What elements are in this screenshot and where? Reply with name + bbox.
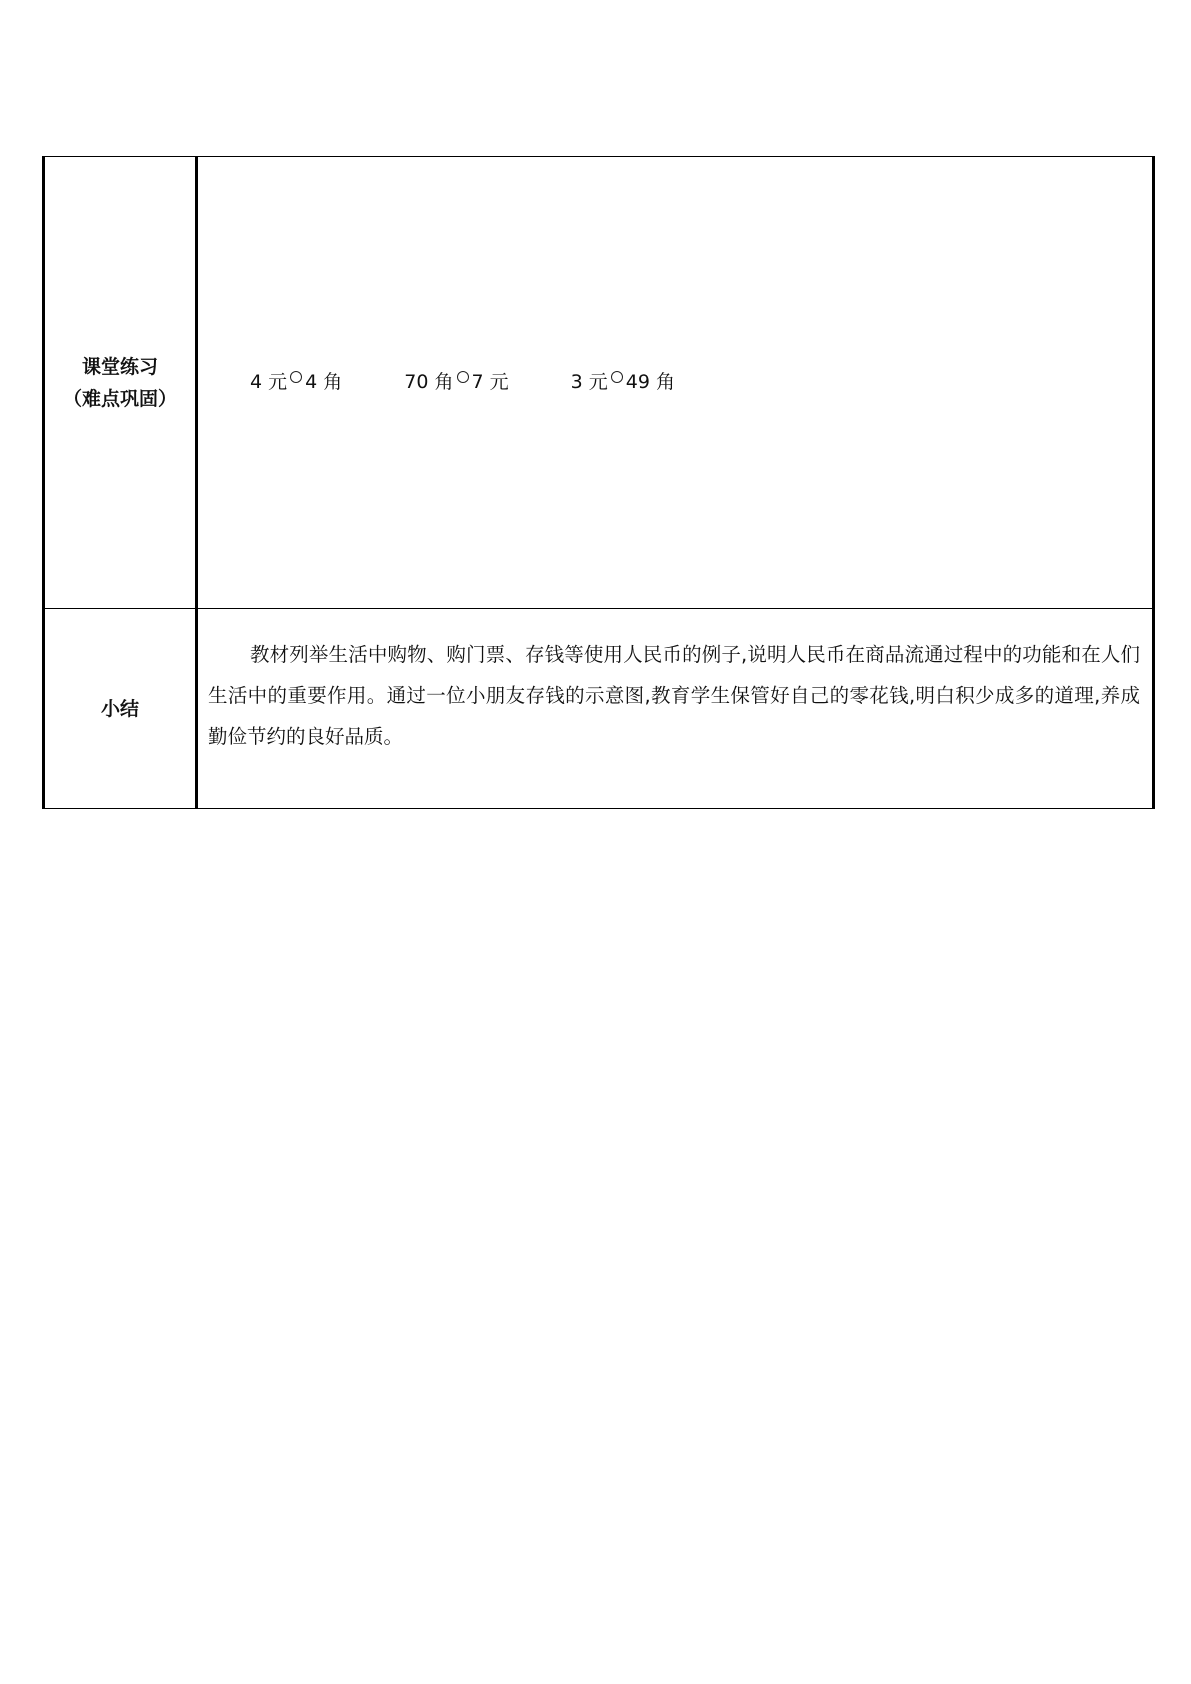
exercise-item: [404, 367, 508, 394]
summary-content-cell: [197, 609, 1154, 809]
exercise-right-value: 4 角: [305, 371, 343, 393]
exercise-list: [198, 367, 1152, 394]
exercise-right-value: 49 角: [625, 371, 675, 393]
summary-row: [44, 609, 1154, 809]
exercise-item: [571, 367, 675, 394]
lesson-plan-table: [42, 156, 1155, 809]
exercise-left-value: 3 元: [570, 371, 608, 393]
practice-label-cell: [44, 157, 197, 609]
summary-label: 小结: [100, 697, 139, 720]
exercise-left-value: 70 角: [404, 371, 454, 393]
summary-paragraph: 教材列举生活中购物、购门票、存钱等使用人民币的例子,说明人民币在商品流通过程中的功能和在人们生活中的重要作用。通过一位小朋友存钱的示意图,教育学生保管好自己的零花钱,明白积少成多的道理,养成勤俭节约的良好品质。: [208, 643, 1140, 748]
summary-label-cell: [44, 609, 197, 809]
practice-row: [44, 157, 1154, 609]
exercise-item: [250, 367, 342, 394]
practice-content-cell: [197, 157, 1154, 609]
compare-circle-icon: [457, 371, 469, 383]
exercise-left-value: 4 元: [250, 371, 288, 393]
compare-circle-icon: [611, 371, 623, 383]
exercise-right-value: 7 元: [471, 371, 509, 393]
practice-label-title: 课堂练习: [81, 355, 158, 378]
practice-label-subtitle: （难点巩固）: [62, 387, 177, 410]
compare-circle-icon: [290, 371, 302, 383]
